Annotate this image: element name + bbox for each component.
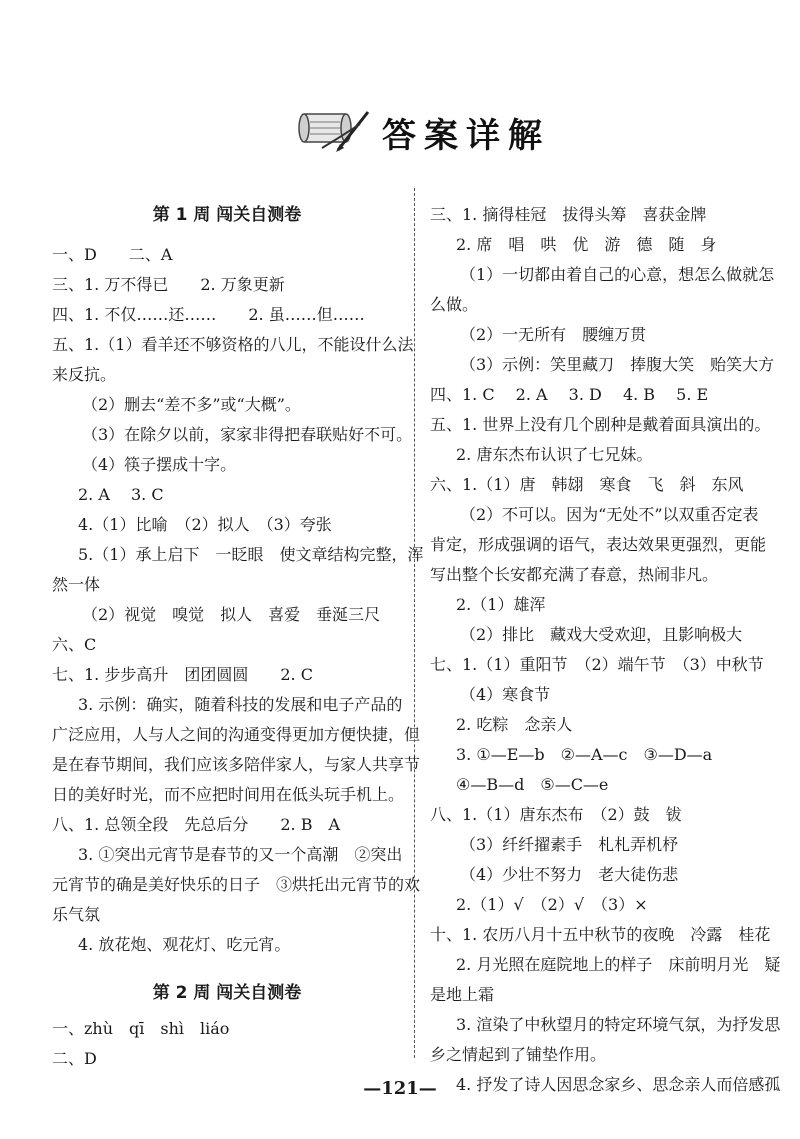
answer-line: （2）一无所有 腰缠万贯 <box>460 325 647 344</box>
answer-line: 3. 渲染了中秋望月的特定环境气氛，为抒发思 <box>456 1015 781 1034</box>
answer-line: 4.（1）比喻 （2）拟人 （3）夸张 <box>78 515 332 534</box>
answer-line: ④—B—d ⑤—C—e <box>456 775 609 794</box>
answer-line: 是在春节期间，我们应该多陪伴家人，与家人共享节 <box>52 755 421 774</box>
answer-line: 3. ①突出元宵节是春节的又一个高潮 ②突出 <box>78 845 403 864</box>
answer-line: 3. 示例：确实，随着科技的发展和电子产品的 <box>78 695 403 714</box>
answer-line: 五、1. 世界上没有几个剧种是戴着面具演出的。 <box>430 415 771 434</box>
section-title-week-1: 第 1 周 闯关自测卷 <box>152 205 302 225</box>
answer-line: 一、zhù qī shì liáo <box>52 1019 230 1038</box>
answer-line: 八、1. 总领全段 先总后分 2. B A <box>52 815 341 834</box>
page-number: —121— <box>363 1078 437 1099</box>
answer-line: （3）在除夕以前，家家非得把春联贴好不可。 <box>82 425 413 444</box>
answer-line: 2. 月光照在庭院地上的样子 床前明月光 疑 <box>456 955 781 974</box>
page-header <box>0 100 800 170</box>
answer-line: （2）删去“差不多”或“大概”。 <box>82 395 301 414</box>
answer-line: 二、D <box>52 1049 97 1068</box>
answer-line: 3. ①—E—b ②—A—c ③—D—a <box>456 745 713 764</box>
answer-line: 2.（1）√ （2）√ （3）× <box>456 895 648 914</box>
answer-line: 四、1. 不仅……还…… 2. 虽……但…… <box>52 305 365 324</box>
answer-line: 2. 唐东杰布认识了七兄妹。 <box>456 445 653 464</box>
answer-line: （4）寒食节 <box>460 685 551 704</box>
answer-line: 四、1. C 2. A 3. D 4. B 5. E <box>430 385 709 404</box>
answer-line: 2. 席 唱 哄 优 游 德 随 身 <box>456 235 717 254</box>
answer-line: 元宵节的确是美好快乐的日子 ③烘托出元宵节的欢 <box>52 875 421 894</box>
scroll-pen-icon <box>298 106 374 154</box>
answer-line: 4. 放花炮、观花灯、吃元宵。 <box>78 935 291 954</box>
answer-line: 是地上霜 <box>430 985 495 1004</box>
answer-line: 六、C <box>52 635 97 654</box>
answer-line: 4. 抒发了诗人因思念家乡、思念亲人而倍感孤 <box>456 1075 781 1094</box>
answer-line: 乐气氛 <box>52 905 101 924</box>
answer-line: 日的美好时光，而不应把时间用在低头玩手机上。 <box>52 785 405 804</box>
answer-line: 八、1.（1）唐东杰布 （2）鼓 钹 <box>430 805 682 824</box>
answer-line: （4）筷子摆成十字。 <box>82 455 237 474</box>
answer-line: 么做。 <box>430 295 479 314</box>
answer-line: 2.（1）雄浑 <box>456 595 546 614</box>
answer-line: 广泛应用，人与人之间的沟通变得更加方便快捷，但 <box>52 725 421 744</box>
answer-line: 5.（1）承上启下 一眨眼 使文章结构完整，浑 <box>78 545 424 564</box>
answer-line: 肯定，形成强调的语气，表达效果更强烈，更能 <box>430 535 767 554</box>
section-title-week-2: 第 2 周 闯关自测卷 <box>152 983 302 1003</box>
left-column <box>52 200 424 1074</box>
answer-line: （3）示例：笑里藏刀 捧腹大笑 贻笑大方 <box>460 355 775 374</box>
answer-line: （2）视觉 嗅觉 拟人 喜爱 垂涎三尺 <box>82 605 381 624</box>
answer-line: 然一体 <box>52 575 101 594</box>
answer-line: 2. 吃粽 念亲人 <box>456 715 573 734</box>
answer-line: 五、1.（1）看羊还不够资格的八儿，不能设什么法 <box>52 335 414 354</box>
answer-line: （1）一切都由着自己的心意，想怎么做就怎 <box>460 265 775 284</box>
answer-line: （2）不可以。因为“无处不”以双重否定表 <box>460 505 759 524</box>
answer-line: 来反抗。 <box>52 365 117 384</box>
answer-line: （4）少壮不努力 老大徒伤悲 <box>460 865 679 884</box>
right-column <box>430 200 780 1100</box>
answer-line: 乡之情起到了铺垫作用。 <box>430 1045 607 1064</box>
answer-line: 三、1. 万不得已 2. 万象更新 <box>52 275 285 294</box>
answer-line: 七、1.（1）重阳节 （2）端午节 （3）中秋节 <box>430 655 764 674</box>
answer-line: 一、D 二、A <box>52 245 173 264</box>
answer-line: 七、1. 步步高升 团团圆圆 2. C <box>52 665 313 684</box>
answer-line: 三、1. 摘得桂冠 拔得头筹 喜获金牌 <box>430 205 707 224</box>
answer-line: 十、1. 农历八月十五中秋节的夜晚 冷露 桂花 <box>430 925 771 944</box>
answer-line: 六、1.（1）唐 韩翃 寒食 飞 斜 东风 <box>430 475 744 494</box>
column-divider <box>414 188 415 1058</box>
answer-line: 2. A 3. C <box>78 485 164 504</box>
page-title: 答案详解 <box>382 116 550 156</box>
answer-line: （2）排比 藏戏大受欢迎，且影响极大 <box>460 625 743 644</box>
answer-line: 写出整个长安都充满了春意，热闹非凡。 <box>430 565 719 584</box>
answer-line: （3）纤纤擢素手 札札弄机杼 <box>460 835 679 854</box>
